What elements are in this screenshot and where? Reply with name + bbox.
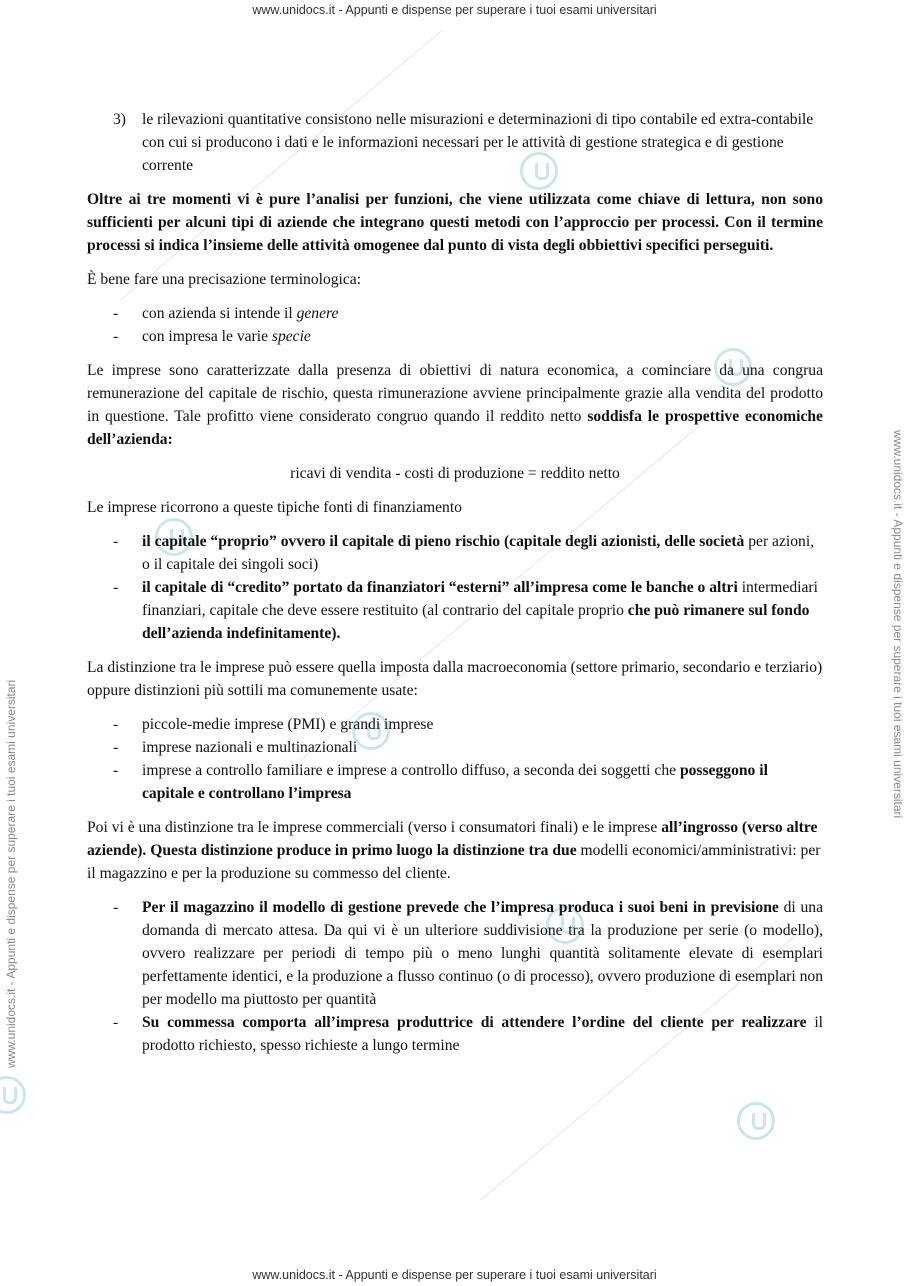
watermark-banner-bottom: www.unidocs.it - Appunti e dispense per superare i tuoi esami universitari xyxy=(252,1268,657,1282)
paragraph-processes: Oltre ai tre momenti vi è pure l’analisi per funzioni, che viene utilizzata come chiave di lettura, non sono sufficienti per alcuni tipi di aziende che integrano questi metodi con l’approccio per processi. Con il termine processi si indica l’insieme delle attività omogenee dal punto di vista degli obbiettivi specifici perseguiti. xyxy=(87,191,823,254)
watermark-side-right: www.unidocs.it - Appunti e dispense per superare i tuoi esami universitari xyxy=(891,430,905,819)
paragraph-terminology: È bene fare una precisazione terminologica: xyxy=(87,271,362,288)
paragraph-text: modelli economici/amministrativi: per il magazzino e per la produzione su commesso del cliente. xyxy=(87,842,821,882)
term-emphasis: genere xyxy=(296,305,339,322)
list-dash: - xyxy=(113,899,119,916)
list-item xyxy=(87,576,823,645)
funding-bold-text: che può rimanere sul fondo dell’azienda indefinitamente). xyxy=(142,602,810,642)
list-item xyxy=(87,736,823,759)
distinction-text: imprese a controllo familiare e imprese a controllo diffuso, a seconda dei soggetti che xyxy=(142,762,680,779)
paragraph-funding: Le imprese ricorrono a queste tipiche fonti di finanziamento xyxy=(87,499,462,516)
numbered-item xyxy=(87,108,823,177)
item-number: 3) xyxy=(113,111,126,128)
distinctions-list xyxy=(87,713,823,805)
funding-text: per azioni, o il capitale dei singoli soci) xyxy=(142,533,815,573)
watermark-banner-top: www.unidocs.it - Appunti e dispense per superare i tuoi esami universitari xyxy=(252,3,657,17)
watermark-side-left: www.unidocs.it - Appunti e dispense per superare i tuoi esami universitari xyxy=(4,679,18,1068)
paragraph-enterprises xyxy=(87,359,823,451)
term-emphasis: specie xyxy=(271,328,311,345)
paragraph-bold-text: all’ingrosso (verso altre aziende). Questa distinzione produce in primo luogo la distinzione tra due xyxy=(87,819,818,859)
funding-text: intermediari finanziari, capitale che deve essere restituito (al contrario del capitale proprio xyxy=(142,579,818,619)
list-dash: - xyxy=(113,579,119,596)
list-dash: - xyxy=(113,739,119,756)
list-dash: - xyxy=(113,762,119,779)
list-dash: - xyxy=(113,305,119,322)
list-item xyxy=(87,896,823,1011)
distinction-bold-text: posseggono il capitale e controllano l’impresa xyxy=(142,762,768,802)
list-item xyxy=(87,530,823,576)
item-text: le rilevazioni quantitative consistono nelle misurazioni e determinazioni di tipo contabile ed extra-contabile con cui si producono i dati e le informazioni necessari per le attività di gestione strategica e di gestione corrente xyxy=(142,111,814,174)
model-text: il prodotto richiesto, spesso richieste a lungo termine xyxy=(142,1014,823,1054)
terms-list xyxy=(87,302,823,348)
model-bold-text: Per il magazzino il modello di gestione prevede che l’impresa produca i suoi beni in previsione xyxy=(142,899,779,916)
distinction-text: imprese nazionali e multinazionali xyxy=(142,739,358,756)
models-list xyxy=(87,896,823,1057)
funding-bold-text: il capitale di “credito” portato da finanziatori “esterni” all’impresa come le banche o altri xyxy=(142,579,738,596)
unidocs-logo-icon xyxy=(0,1076,26,1114)
distinction-text: piccole-medie imprese (PMI) e grandi imprese xyxy=(142,716,434,733)
formula: ricavi di vendita - costi di produzione = reddito netto xyxy=(290,465,620,482)
paragraph-text: Le imprese sono caratterizzate dalla presenza di obiettivi di natura economica, a cominciare da una congrua remunerazione del capitale de rischio, questa rimunerazione avviene principalmente grazie alla vendita del prodotto in questione. Tale profitto viene considerato congruo quando il reddito netto xyxy=(87,362,823,425)
list-dash: - xyxy=(113,716,119,733)
paragraph-commercial xyxy=(87,816,823,885)
list-item xyxy=(87,302,823,325)
list-dash: - xyxy=(113,533,119,550)
term-text: con azienda si intende il xyxy=(142,305,297,322)
list-dash: - xyxy=(113,328,119,345)
model-bold-text: Su commessa comporta all’impresa produttrice di attendere l’ordine del cliente per realizzare xyxy=(142,1014,807,1031)
list-item xyxy=(87,325,823,348)
document-body xyxy=(87,108,823,1068)
list-item xyxy=(87,1011,823,1057)
model-text: di una domanda di mercato attesa. Da qui vi è un ulteriore suddivisione tra la produzione per serie (o modello), ovvero realizzare per periodi di tempo più o meno lunghi quantità solitamente elevate di esemplari perfettamente identici, e la produzione a flusso continuo (o di processo), ovvero produzione di esemplari non per modello ma piuttosto per quantità xyxy=(142,899,823,1008)
list-item xyxy=(87,713,823,736)
unidocs-logo-icon xyxy=(737,1102,775,1140)
term-text: con impresa le varie xyxy=(142,328,272,345)
list-item xyxy=(87,759,823,805)
funding-bold-text: il capitale “proprio” ovvero il capitale di pieno rischio (capitale degli azionisti, delle società xyxy=(142,533,745,550)
paragraph-distinctions: La distinzione tra le imprese può essere quella imposta dalla macroeconomia (settore primario, secondario e terziario) oppure distinzioni più sottili ma comunemente usate: xyxy=(87,659,823,699)
paragraph-text: Poi vi è una distinzione tra le imprese commerciali (verso i consumatori finali) e le imprese xyxy=(87,819,662,836)
paragraph-bold-text: soddisfa le prospettive economiche dell’azienda: xyxy=(87,408,823,448)
list-dash: - xyxy=(113,1014,119,1031)
funding-list xyxy=(87,530,823,645)
